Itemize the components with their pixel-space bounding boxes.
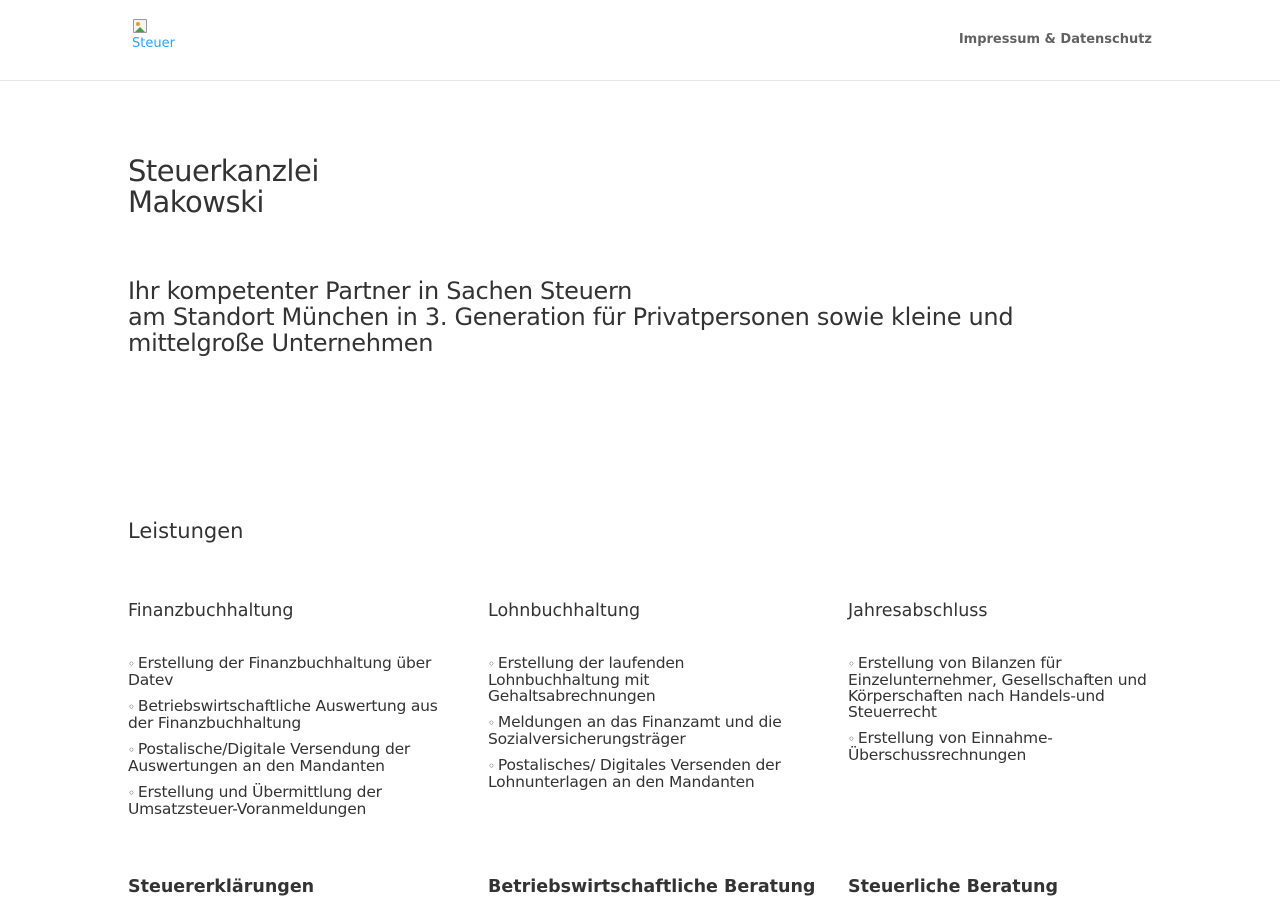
- service-column-finanzbuchhaltung: [128, 600, 448, 827]
- list-item: ◦ Erstellung von Einnahme-Überschussrechnungen: [848, 729, 1053, 764]
- bullet-icon: ◦: [128, 700, 135, 714]
- page-title: Steuerkanzlei Makowski: [128, 154, 319, 219]
- list-item: ◦ Betriebswirtschaftliche Auswertung aus der Finanzbuchhaltung: [128, 697, 438, 732]
- service-column-lohnbuchhaltung: [488, 600, 808, 800]
- service-title-steuerliche-beratung: Steuerliche Beratung: [848, 877, 1059, 897]
- bullet-icon: ◦: [848, 732, 855, 746]
- service-list: [488, 655, 808, 790]
- service-column-jahresabschluss: [848, 600, 1168, 773]
- bullet-icon: ◦: [848, 657, 855, 671]
- hero-tagline: [128, 278, 1128, 356]
- service-title: Lohnbuchhaltung: [488, 601, 641, 621]
- tagline-line: Ihr kompetenter Partner in Sachen Steuern: [128, 277, 633, 305]
- bullet-icon: ◦: [488, 716, 495, 730]
- service-title: Finanzbuchhaltung: [128, 601, 294, 621]
- logo-alt-text: Steuer: [132, 36, 175, 51]
- tagline-line: am Standort München in 3. Generation für Privatpersonen sowie kleine und mittelgroße Unternehmen: [128, 303, 1014, 357]
- list-item: ◦ Postalische/Digitale Versendung der Auswertungen an den Mandanten: [128, 740, 411, 775]
- list-item: ◦ Erstellung der laufenden Lohnbuchhaltung mit Gehaltsabrechnungen: [488, 654, 685, 705]
- broken-image-icon: [132, 18, 148, 34]
- service-title-steuererklaerungen: Steuererklärungen: [128, 877, 315, 897]
- site-header: [0, 0, 1280, 81]
- bullet-icon: ◦: [488, 657, 495, 671]
- service-title: Jahresabschluss: [848, 601, 988, 621]
- logo-link[interactable]: [132, 18, 175, 51]
- list-item: ◦ Meldungen an das Finanzamt und die Sozialversicherungsträger: [488, 713, 782, 748]
- bullet-icon: ◦: [488, 759, 495, 773]
- service-list: [848, 655, 1168, 763]
- bullet-icon: ◦: [128, 657, 135, 671]
- list-item: ◦ Postalisches/ Digitales Versenden der Lohnunterlagen an den Mandanten: [488, 756, 781, 791]
- bullet-icon: ◦: [128, 743, 135, 757]
- list-item: ◦ Erstellung der Finanzbuchhaltung über Datev: [128, 654, 432, 689]
- services-heading: Leistungen: [128, 519, 244, 543]
- list-item: ◦ Erstellung von Bilanzen für Einzelunternehmer, Gesellschaften und Körperschaften nach Handels-und Steuerrecht: [848, 654, 1147, 721]
- nav-link-impressum[interactable]: Impressum & Datenschutz: [958, 32, 1152, 47]
- service-list: [128, 655, 448, 817]
- service-title-betriebswirtschaftliche-beratung: Betriebswirtschaftliche Beratung: [488, 877, 816, 897]
- list-item: ◦ Erstellung und Übermittlung der Umsatzsteuer-Voranmeldungen: [128, 783, 382, 818]
- bullet-icon: ◦: [128, 786, 135, 800]
